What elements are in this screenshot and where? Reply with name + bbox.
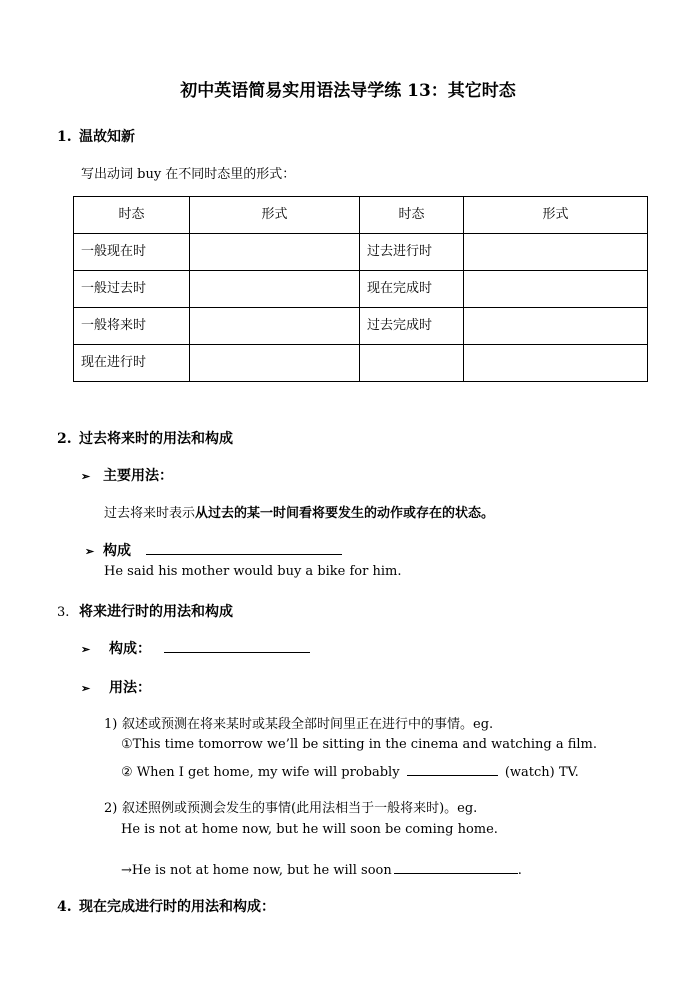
table-header: 形式: [464, 197, 648, 234]
item-text: 叙述或预测在将来某时或某段全部时间里正在进行中的事情。eg.: [122, 717, 494, 732]
tense-cell: 过去进行时: [360, 234, 464, 271]
usage-item-2: [104, 797, 477, 816]
arrow-bullet-icon: ➢: [81, 643, 91, 656]
tense-cell: 一般现在时: [74, 234, 190, 271]
item-number: 2): [104, 801, 118, 816]
section-1-instruction: 写出动词 buy 在不同时态里的形式：: [81, 167, 296, 182]
page-title: 初中英语简易实用语法导学练 13：其它时态: [180, 81, 516, 101]
usage-label: 用法：: [109, 680, 151, 696]
example-4-suffix: .: [517, 863, 522, 878]
example-2: [121, 761, 579, 780]
section-3-heading: [57, 601, 233, 621]
example-4-prefix: →He is not at home now, but he will soon: [121, 863, 392, 878]
arrow-bullet-icon: ➢: [81, 470, 91, 483]
arrow-bullet-icon: ➢: [81, 682, 91, 695]
form-label: 构成: [103, 543, 131, 559]
table-header: 时态: [74, 197, 190, 234]
usage-description: [104, 502, 494, 521]
section-title: 温故知新: [79, 129, 135, 145]
usage-label-row: [81, 677, 151, 697]
form-cell[interactable]: [464, 234, 648, 271]
form-cell[interactable]: [190, 234, 360, 271]
table-header: 时态: [360, 197, 464, 234]
answer-blank[interactable]: [394, 859, 518, 874]
usage-bold: 从过去的某一时间看将要发生的动作或存在的状态。: [195, 506, 495, 521]
tense-cell: 现在进行时: [74, 345, 190, 382]
section-number: 1.: [57, 129, 72, 145]
form-row: [85, 540, 342, 560]
section-title: 过去将来时的用法和构成: [79, 431, 233, 447]
example-2-suffix: (watch) TV.: [504, 765, 579, 780]
table-row: [74, 345, 648, 382]
tense-cell: 过去完成时: [360, 308, 464, 345]
example-sentence: He said his mother would buy a bike for him.: [104, 564, 402, 579]
section-number: 3.: [57, 605, 70, 620]
form-blank[interactable]: [164, 638, 310, 653]
tense-table: [73, 196, 648, 382]
usage-label-row: [81, 465, 173, 485]
tense-cell: 现在完成时: [360, 271, 464, 308]
usage-label: 主要用法：: [103, 468, 173, 484]
section-title: 现在完成进行时的用法和构成：: [79, 899, 275, 915]
form-cell[interactable]: [464, 271, 648, 308]
example-3: He is not at home now, but he will soon be coming home.: [121, 822, 498, 837]
form-cell[interactable]: [464, 308, 648, 345]
table-row: [74, 234, 648, 271]
table-header-row: [74, 197, 648, 234]
form-cell[interactable]: [190, 308, 360, 345]
form-blank[interactable]: [146, 540, 342, 555]
tense-cell: 一般将来时: [74, 308, 190, 345]
table-header: 形式: [190, 197, 360, 234]
item-text: 叙述照例或预测会发生的事情(此用法相当于一般将来时)。eg.: [122, 801, 478, 816]
table-row: [74, 271, 648, 308]
form-cell[interactable]: [190, 271, 360, 308]
form-label: 构成：: [109, 641, 151, 657]
arrow-bullet-icon: ➢: [85, 545, 95, 558]
section-number: 4.: [57, 899, 72, 915]
tense-cell: [360, 345, 464, 382]
form-cell[interactable]: [190, 345, 360, 382]
form-row: [81, 638, 310, 658]
usage-prefix: 过去将来时表示: [104, 506, 196, 521]
section-4-heading: [57, 896, 275, 916]
table-row: [74, 308, 648, 345]
item-number: 1): [104, 717, 118, 732]
section-title: 将来进行时的用法和构成: [79, 604, 233, 620]
section-number: 2.: [57, 431, 72, 447]
form-cell[interactable]: [464, 345, 648, 382]
usage-item-1: [104, 713, 493, 732]
example-2-prefix: ② When I get home, my wife will probably: [121, 765, 400, 780]
section-1-heading: [57, 126, 135, 146]
section-2-heading: [57, 428, 233, 448]
example-4: [121, 859, 522, 878]
answer-blank[interactable]: [407, 761, 498, 776]
tense-cell: 一般过去时: [74, 271, 190, 308]
example-1: ①This time tomorrow we’ll be sitting in the cinema and watching a film.: [121, 737, 598, 752]
